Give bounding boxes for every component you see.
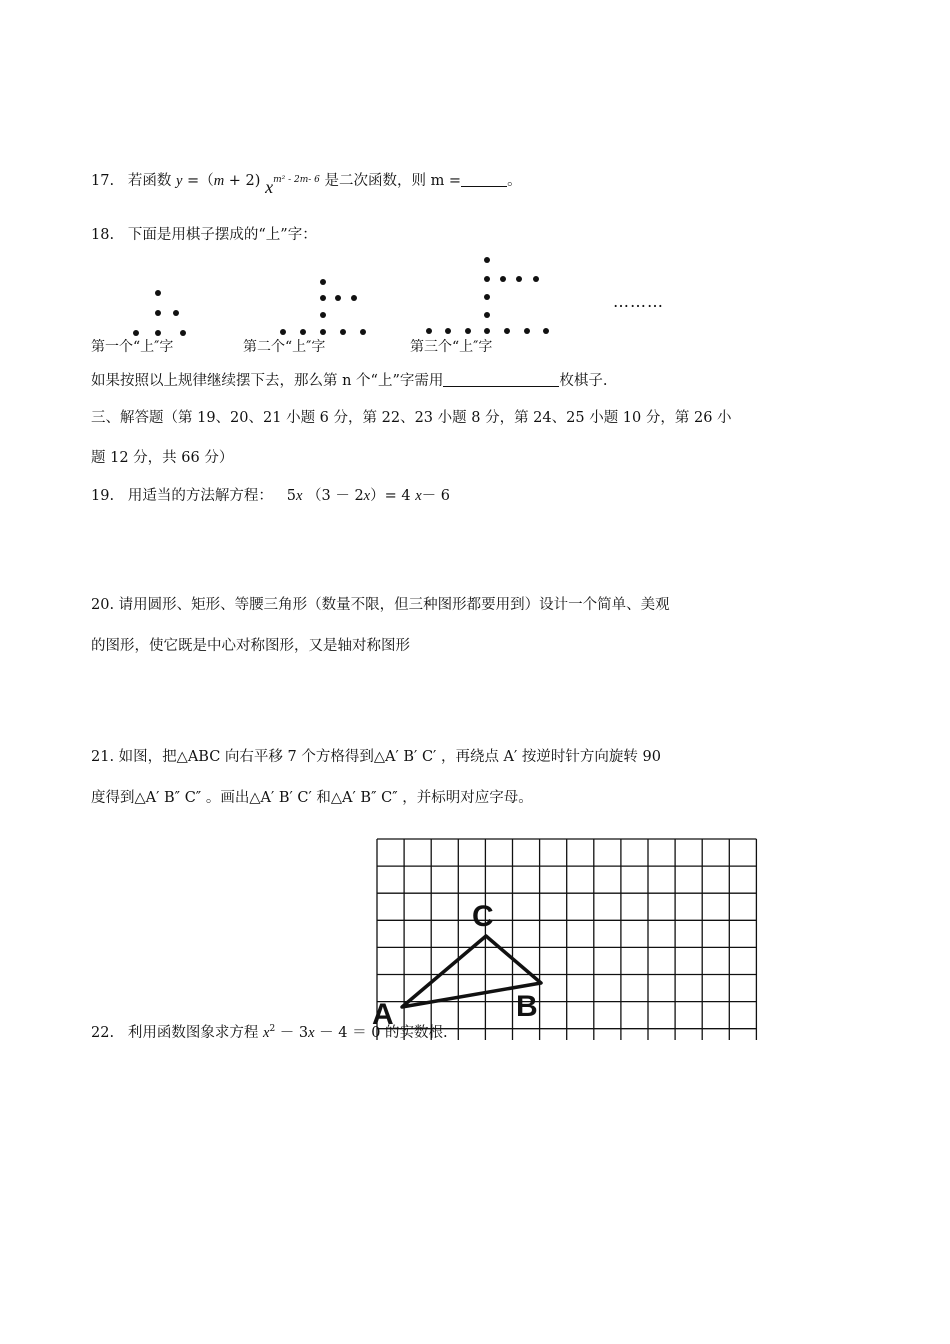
chess-piece [533, 276, 539, 282]
q17-x: x [265, 177, 274, 197]
chess-piece [484, 276, 490, 282]
q17-y: y [176, 173, 183, 189]
chess-piece [300, 329, 306, 335]
q22-mid: － 3 [279, 1025, 309, 1041]
grid-figure [0, 830, 950, 1040]
label-b: B [516, 990, 538, 1023]
chess-piece [516, 276, 522, 282]
chess-piece [320, 279, 326, 285]
label-c: C [472, 900, 494, 933]
q18-number: 18. [91, 227, 115, 243]
chess-piece [524, 328, 530, 334]
q19-x3: x [415, 488, 422, 504]
chess-piece [155, 290, 161, 296]
figure-caption-2: 第二个“上″字 [243, 339, 326, 355]
chess-piece [504, 328, 510, 334]
chess-piece [360, 329, 366, 335]
q17-answer-blank [461, 186, 507, 187]
chess-piece [335, 295, 341, 301]
q19-eq-b: （3 － 2 [307, 488, 364, 504]
figure-ellipsis: ……… [613, 292, 664, 311]
chess-piece [484, 328, 490, 334]
label-a: A [372, 998, 394, 1031]
chess-piece [426, 328, 432, 334]
q17-end: 。 [507, 173, 522, 189]
q22-number: 22. [91, 1025, 115, 1041]
chess-piece [500, 276, 506, 282]
q19-number: 19. [91, 488, 115, 504]
chess-piece [543, 328, 549, 334]
chess-piece [445, 328, 451, 334]
section-3-heading-line-2: 题 12 分，共 66 分） [91, 450, 234, 466]
q22-x2: x [308, 1025, 315, 1041]
chess-piece [180, 330, 186, 336]
q19-eq-c: ）= 4 [370, 488, 411, 504]
q22-square: 2 [269, 1024, 276, 1034]
q17-exponent: m² - 2m- 6 [273, 175, 320, 185]
chess-piece [484, 312, 490, 318]
chess-piece [280, 329, 286, 335]
q17-power [265, 173, 324, 197]
question-21-line-2: 度得到△A′ B″ C″ 。画出△A′ B′ C′ 和△A′ B″ C″ ，并标明对应字母。 [91, 790, 533, 806]
figure-3 [426, 257, 549, 334]
q18-question-prefix: 如果按照以上规律继续摆下去，那么第 n 个“上”字需用 [91, 373, 444, 389]
question-17 [91, 170, 522, 197]
q17-plus2: + 2) [228, 173, 261, 189]
q19-eq-a: 5 [286, 488, 296, 504]
chess-piece [155, 310, 161, 316]
question-19 [91, 489, 450, 504]
question-18 [91, 228, 317, 243]
q19-x1: x [295, 488, 303, 504]
chess-piece [173, 310, 179, 316]
q17-number: 17. [91, 173, 115, 189]
q19-x2: x [363, 488, 371, 504]
chess-piece [340, 329, 346, 335]
chess-piece [465, 328, 471, 334]
q17-m: m [213, 173, 225, 189]
q17-postfix: 是二次函数，则 m = [324, 173, 462, 189]
q18-answer-blank [443, 386, 559, 387]
question-21-line-1: 21. 如图，把△ABC 向右平移 7 个方格得到△A′ B′ C′ ，再绕点 A′ 按逆时针方向旋转 90 [91, 749, 661, 765]
grid-lines [377, 839, 756, 1040]
q18-text: 下面是用棋子摆成的“上”字： [127, 227, 317, 243]
q18-question-postfix: 枚棋子. [559, 373, 608, 389]
chess-piece [320, 312, 326, 318]
chess-piece [320, 329, 326, 335]
question-20-line-2: 的图形，使它既是中心对称图形，又是轴对称图形 [91, 638, 410, 654]
chess-piece [133, 330, 139, 336]
chess-piece [484, 257, 490, 263]
q19-eq-d: － 6 [421, 488, 450, 504]
q18-question [91, 374, 608, 389]
section-3-heading-line-1: 三、解答题（第 19、20、21 小题 6 分，第 22、23 小题 8 分，第 24、25 小题 10 分，第 26 小 [91, 410, 732, 426]
figure-caption-1: 第一个“上″字 [91, 339, 174, 355]
figure-1 [133, 290, 186, 336]
q22-postfix: － 4 ＝ 0 的实数根. [319, 1025, 448, 1041]
q17-eq: =（ [187, 173, 214, 189]
chess-piece [484, 294, 490, 300]
figure-2 [280, 279, 366, 335]
chess-piece [351, 295, 357, 301]
q22-x: x [263, 1025, 270, 1041]
q17-prefix: 若函数 [127, 173, 172, 189]
q19-text: 用适当的方法解方程： [127, 488, 273, 504]
question-20-line-1: 20. 请用圆形、矩形、等腰三角形（数量不限，但三种图形都要用到）设计一个简单、美观 [91, 597, 670, 613]
figure-caption-3: 第三个“上″字 [410, 339, 493, 355]
chess-piece [155, 330, 161, 336]
q22-prefix: 利用函数图象求方程 [127, 1025, 259, 1041]
chess-piece [320, 295, 326, 301]
